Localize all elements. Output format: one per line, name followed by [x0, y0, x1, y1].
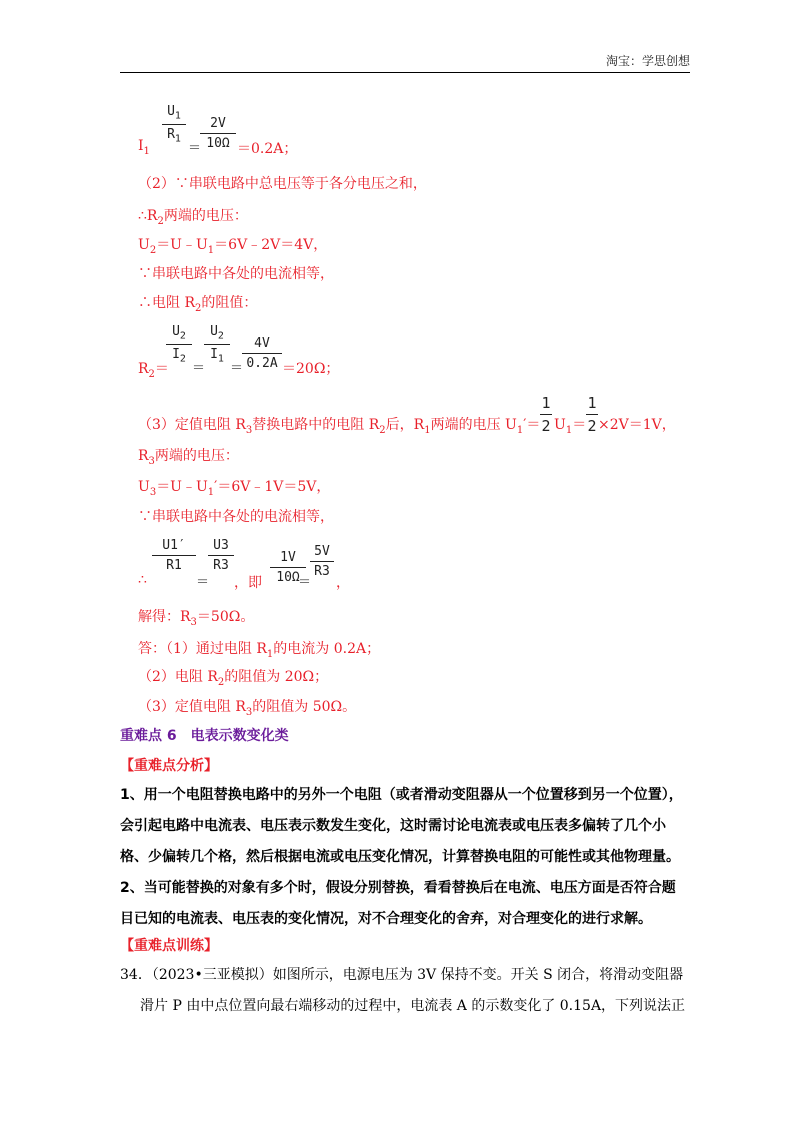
answer-1: 答：（1）通过电阻 $R_1$的电流为 0.2A； [138, 641, 381, 660]
training-heading: 【重难点训练】 [120, 938, 218, 954]
line-r3-voltage: $R_3$两端的电压： [138, 448, 239, 467]
answer-2: （2）电阻 $R_2$的阻值为 20Ω； [138, 669, 329, 688]
fraction-1v-10ohm: 1V 10Ω [270, 550, 306, 585]
answer-3: （3）定值电阻 $R_3$的阻值为 50Ω。 [138, 699, 357, 718]
line-r2-voltage: $\therefore R_2$两端的电压： [138, 208, 248, 227]
section-title: 重难点 6 电表示数变化类 [120, 728, 289, 744]
line-r2-resistance: ∴电阻 $R_2$的阻值： [138, 295, 258, 314]
line-current-equal: ∵串联电路中各处的电流相等， [138, 266, 334, 282]
line-part3: （3）定值电阻 $R_3$替换电路中的电阻 $R_2$后，$R_1$两端的电压 $U_1'=$ [138, 417, 541, 436]
fraction-u2-i1: $U_2$ $I_1$ [204, 324, 230, 364]
r2-result: ＝20Ω； [282, 361, 340, 377]
fraction-half-1: 1 2 [541, 394, 551, 435]
header-rule [120, 72, 690, 73]
line-u3: $U_3=U﹣U_1'=6V﹣1V=5V$， [138, 479, 331, 498]
header-text: 淘宝：学思创想 [605, 54, 690, 68]
fraction-u2-i2: $U_2$ $I_2$ [166, 324, 192, 364]
line-current-equal-2: ∵串联电路中各处的电流相等， [138, 509, 334, 525]
fraction-half-2: 1 2 [587, 394, 597, 435]
line-u2: $U_2=U﹣U_1=6V﹣2V=4V$， [138, 237, 328, 256]
fraction-u1p-r1: U1′ R1 [152, 538, 196, 573]
i1-result: ＝0.2A； [237, 141, 298, 157]
line-series-voltage: （2）∵串联电路中总电压等于各分电压之和， [138, 176, 427, 192]
i1-lhs: $I_1$ [138, 138, 150, 157]
fraction-2v-10ohm: 2V 10Ω [200, 116, 236, 151]
fraction-u1-r1: $U_1$ $R_1$ [162, 104, 186, 144]
line-solve: 解得：$R_3=50\Omega$。 [138, 609, 255, 628]
fraction-4v-02a: 4V 0.2A [242, 336, 282, 371]
analysis-heading: 【重难点分析】 [120, 758, 218, 774]
r2-lhs: $R_2=$ [138, 361, 169, 380]
fraction-5v-r3: 5V R3 [310, 544, 334, 579]
fraction-u3-r3: U3 R3 [208, 538, 234, 573]
